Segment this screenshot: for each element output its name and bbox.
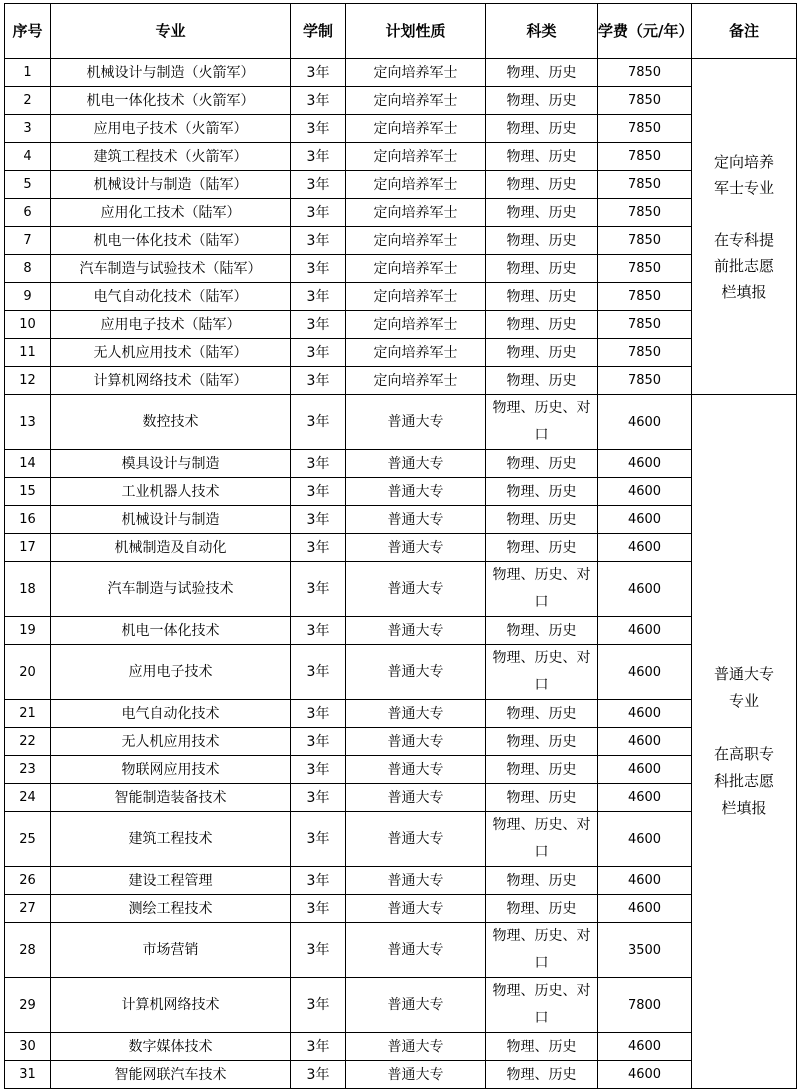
cell-fee: 7850 [598, 227, 692, 255]
header-seq: 序号 [5, 4, 51, 59]
table-row [5, 923, 797, 978]
table-row [5, 395, 797, 450]
table-row [5, 895, 797, 923]
cell-fee: 4600 [598, 728, 692, 756]
cell-fee: 4600 [598, 1033, 692, 1061]
remark-gap [692, 201, 796, 227]
cell-years: 3年 [291, 59, 346, 87]
cell-subject: 物理、历史 [486, 756, 598, 784]
cell-major: 机械设计与制造（陆军） [51, 171, 291, 199]
cell-plan: 定向培养军士 [346, 115, 486, 143]
cell-major: 应用电子技术（火箭军） [51, 115, 291, 143]
cell-fee: 3500 [598, 923, 692, 978]
header-fee: 学费（元/年） [598, 4, 692, 59]
cell-fee: 4600 [598, 812, 692, 867]
cell-fee: 7850 [598, 367, 692, 395]
cell-plan: 普通大专 [346, 1061, 486, 1089]
cell-plan: 普通大专 [346, 923, 486, 978]
cell-fee: 4600 [598, 645, 692, 700]
cell-fee: 7850 [598, 199, 692, 227]
cell-remark [692, 59, 797, 395]
cell-plan: 定向培养军士 [346, 199, 486, 227]
cell-years: 3年 [291, 617, 346, 645]
cell-years: 3年 [291, 199, 346, 227]
cell-plan: 普通大专 [346, 645, 486, 700]
cell-plan: 定向培养军士 [346, 171, 486, 199]
cell-seq: 3 [5, 115, 51, 143]
cell-major: 应用化工技术（陆军） [51, 199, 291, 227]
cell-plan: 普通大专 [346, 812, 486, 867]
cell-major: 机械设计与制造（火箭军） [51, 59, 291, 87]
cell-subject: 物理、历史、对口 [486, 562, 598, 617]
cell-major: 建设工程管理 [51, 867, 291, 895]
cell-fee: 4600 [598, 534, 692, 562]
table-row [5, 450, 797, 478]
remark-line: 定向培养 [713, 152, 774, 171]
cell-seq: 26 [5, 867, 51, 895]
table-row [5, 645, 797, 700]
cell-years: 3年 [291, 311, 346, 339]
cell-plan: 定向培养军士 [346, 311, 486, 339]
cell-remark [692, 395, 797, 1089]
cell-fee: 7850 [598, 59, 692, 87]
cell-subject: 物理、历史 [486, 311, 598, 339]
cell-years: 3年 [291, 506, 346, 534]
cell-major: 机电一体化技术（陆军） [51, 227, 291, 255]
cell-fee: 7850 [598, 115, 692, 143]
cell-seq: 25 [5, 812, 51, 867]
table-row [5, 506, 797, 534]
remark-line: 栏填报 [721, 799, 767, 817]
cell-years: 3年 [291, 367, 346, 395]
cell-fee: 7850 [598, 87, 692, 115]
remark-line: 栏填报 [721, 282, 767, 301]
cell-plan: 定向培养军士 [346, 339, 486, 367]
table-row [5, 812, 797, 867]
cell-plan: 普通大专 [346, 895, 486, 923]
cell-seq: 22 [5, 728, 51, 756]
cell-plan: 普通大专 [346, 728, 486, 756]
cell-years: 3年 [291, 87, 346, 115]
cell-fee: 4600 [598, 895, 692, 923]
table-row [5, 311, 797, 339]
cell-fee: 7800 [598, 978, 692, 1033]
cell-major: 无人机应用技术（陆军） [51, 339, 291, 367]
remark-gap [692, 715, 796, 741]
cell-subject: 物理、历史 [486, 1061, 598, 1089]
cell-fee: 4600 [598, 756, 692, 784]
cell-seq: 15 [5, 478, 51, 506]
cell-plan: 普通大专 [346, 506, 486, 534]
remark-line: 专业 [728, 692, 759, 710]
cell-years: 3年 [291, 339, 346, 367]
table-row [5, 784, 797, 812]
cell-plan: 定向培养军士 [346, 367, 486, 395]
table-row [5, 867, 797, 895]
cell-major: 建筑工程技术 [51, 812, 291, 867]
cell-years: 3年 [291, 478, 346, 506]
cell-fee: 7850 [598, 255, 692, 283]
cell-subject: 物理、历史 [486, 534, 598, 562]
cell-subject: 物理、历史 [486, 367, 598, 395]
cell-years: 3年 [291, 756, 346, 784]
table-row [5, 171, 797, 199]
cell-major: 建筑工程技术（火箭军） [51, 143, 291, 171]
header-remark: 备注 [692, 4, 797, 59]
cell-years: 3年 [291, 534, 346, 562]
cell-seq: 6 [5, 199, 51, 227]
table-row [5, 115, 797, 143]
cell-years: 3年 [291, 143, 346, 171]
cell-major: 机械制造及自动化 [51, 534, 291, 562]
cell-plan: 普通大专 [346, 450, 486, 478]
cell-major: 应用电子技术 [51, 645, 291, 700]
cell-years: 3年 [291, 895, 346, 923]
cell-years: 3年 [291, 395, 346, 450]
cell-seq: 19 [5, 617, 51, 645]
cell-plan: 普通大专 [346, 562, 486, 617]
cell-seq: 11 [5, 339, 51, 367]
cell-seq: 21 [5, 700, 51, 728]
cell-seq: 20 [5, 645, 51, 700]
cell-years: 3年 [291, 645, 346, 700]
remark-line: 在专科提 [713, 230, 774, 249]
cell-plan: 定向培养军士 [346, 143, 486, 171]
cell-major: 工业机器人技术 [51, 478, 291, 506]
cell-major: 模具设计与制造 [51, 450, 291, 478]
table-row [5, 756, 797, 784]
cell-years: 3年 [291, 700, 346, 728]
cell-subject: 物理、历史 [486, 450, 598, 478]
cell-seq: 18 [5, 562, 51, 617]
table-row [5, 617, 797, 645]
cell-seq: 28 [5, 923, 51, 978]
cell-seq: 7 [5, 227, 51, 255]
cell-fee: 4600 [598, 1061, 692, 1089]
cell-major: 市场营销 [51, 923, 291, 978]
cell-major: 无人机应用技术 [51, 728, 291, 756]
cell-seq: 13 [5, 395, 51, 450]
header-plan: 计划性质 [346, 4, 486, 59]
remark-line: 普通大专 [713, 665, 774, 683]
cell-plan: 定向培养军士 [346, 283, 486, 311]
cell-seq: 4 [5, 143, 51, 171]
cell-subject: 物理、历史 [486, 59, 598, 87]
cell-years: 3年 [291, 255, 346, 283]
cell-fee: 7850 [598, 339, 692, 367]
cell-years: 3年 [291, 978, 346, 1033]
cell-years: 3年 [291, 283, 346, 311]
table-row [5, 255, 797, 283]
cell-subject: 物理、历史 [486, 617, 598, 645]
cell-subject: 物理、历史 [486, 227, 598, 255]
cell-subject: 物理、历史 [486, 478, 598, 506]
cell-major: 数控技术 [51, 395, 291, 450]
cell-major: 测绘工程技术 [51, 895, 291, 923]
cell-subject: 物理、历史 [486, 255, 598, 283]
cell-major: 物联网应用技术 [51, 756, 291, 784]
cell-major: 汽车制造与试验技术（陆军） [51, 255, 291, 283]
cell-fee: 4600 [598, 562, 692, 617]
table-row [5, 534, 797, 562]
cell-subject: 物理、历史、对口 [486, 923, 598, 978]
cell-subject: 物理、历史 [486, 87, 598, 115]
cell-subject: 物理、历史 [486, 171, 598, 199]
cell-seq: 10 [5, 311, 51, 339]
cell-major: 数字媒体技术 [51, 1033, 291, 1061]
table-row [5, 700, 797, 728]
cell-years: 3年 [291, 728, 346, 756]
table-row [5, 227, 797, 255]
cell-subject: 物理、历史 [486, 339, 598, 367]
remark-line: 在高职专 [713, 745, 774, 763]
cell-plan: 普通大专 [346, 1033, 486, 1061]
cell-subject: 物理、历史 [486, 1033, 598, 1061]
cell-subject: 物理、历史 [486, 867, 598, 895]
cell-years: 3年 [291, 1033, 346, 1061]
cell-seq: 5 [5, 171, 51, 199]
admission-table [4, 3, 797, 1089]
cell-subject: 物理、历史 [486, 199, 598, 227]
table-row [5, 562, 797, 617]
cell-years: 3年 [291, 115, 346, 143]
cell-major: 汽车制造与试验技术 [51, 562, 291, 617]
cell-subject: 物理、历史 [486, 283, 598, 311]
cell-plan: 普通大专 [346, 534, 486, 562]
cell-subject: 物理、历史 [486, 700, 598, 728]
table-row [5, 59, 797, 87]
cell-seq: 14 [5, 450, 51, 478]
table-row [5, 143, 797, 171]
cell-subject: 物理、历史 [486, 143, 598, 171]
cell-seq: 17 [5, 534, 51, 562]
cell-seq: 27 [5, 895, 51, 923]
cell-subject: 物理、历史 [486, 728, 598, 756]
cell-years: 3年 [291, 450, 346, 478]
cell-fee: 7850 [598, 143, 692, 171]
table-row [5, 283, 797, 311]
cell-seq: 29 [5, 978, 51, 1033]
cell-major: 机电一体化技术（火箭军） [51, 87, 291, 115]
cell-seq: 2 [5, 87, 51, 115]
cell-plan: 定向培养军士 [346, 227, 486, 255]
cell-seq: 31 [5, 1061, 51, 1089]
cell-years: 3年 [291, 562, 346, 617]
table-row [5, 367, 797, 395]
header-years: 学制 [291, 4, 346, 59]
cell-years: 3年 [291, 227, 346, 255]
cell-subject: 物理、历史、对口 [486, 978, 598, 1033]
header-row [5, 4, 797, 59]
cell-seq: 8 [5, 255, 51, 283]
table-row [5, 978, 797, 1033]
cell-fee: 7850 [598, 171, 692, 199]
remark-line: 科批志愿 [713, 772, 774, 790]
cell-major: 计算机网络技术 [51, 978, 291, 1033]
cell-subject: 物理、历史、对口 [486, 395, 598, 450]
cell-fee: 4600 [598, 395, 692, 450]
cell-plan: 定向培养军士 [346, 59, 486, 87]
cell-years: 3年 [291, 784, 346, 812]
cell-fee: 4600 [598, 506, 692, 534]
header-major: 专业 [51, 4, 291, 59]
cell-years: 3年 [291, 171, 346, 199]
cell-seq: 16 [5, 506, 51, 534]
cell-plan: 普通大专 [346, 784, 486, 812]
table-row [5, 728, 797, 756]
cell-subject: 物理、历史 [486, 506, 598, 534]
cell-seq: 12 [5, 367, 51, 395]
table-row [5, 1033, 797, 1061]
table-row [5, 1061, 797, 1089]
cell-plan: 普通大专 [346, 700, 486, 728]
cell-plan: 定向培养军士 [346, 255, 486, 283]
cell-major: 智能网联汽车技术 [51, 1061, 291, 1089]
header-subject: 科类 [486, 4, 598, 59]
cell-plan: 普通大专 [346, 978, 486, 1033]
table-row [5, 478, 797, 506]
cell-subject: 物理、历史 [486, 784, 598, 812]
cell-fee: 4600 [598, 478, 692, 506]
table-row [5, 339, 797, 367]
table-body [5, 59, 797, 1089]
remark-line: 前批志愿 [713, 256, 774, 275]
cell-plan: 普通大专 [346, 756, 486, 784]
cell-fee: 4600 [598, 700, 692, 728]
cell-major: 智能制造装备技术 [51, 784, 291, 812]
remark-line: 军士专业 [713, 178, 774, 197]
cell-major: 电气自动化技术 [51, 700, 291, 728]
cell-plan: 普通大专 [346, 867, 486, 895]
cell-fee: 4600 [598, 617, 692, 645]
cell-years: 3年 [291, 812, 346, 867]
cell-plan: 普通大专 [346, 478, 486, 506]
cell-subject: 物理、历史、对口 [486, 812, 598, 867]
cell-years: 3年 [291, 923, 346, 978]
cell-plan: 定向培养军士 [346, 87, 486, 115]
cell-subject: 物理、历史、对口 [486, 645, 598, 700]
cell-seq: 30 [5, 1033, 51, 1061]
table-row [5, 87, 797, 115]
cell-plan: 普通大专 [346, 395, 486, 450]
cell-major: 应用电子技术（陆军） [51, 311, 291, 339]
table-row [5, 199, 797, 227]
cell-seq: 9 [5, 283, 51, 311]
cell-years: 3年 [291, 1061, 346, 1089]
cell-subject: 物理、历史 [486, 115, 598, 143]
cell-fee: 7850 [598, 283, 692, 311]
cell-major: 电气自动化技术（陆军） [51, 283, 291, 311]
cell-fee: 4600 [598, 784, 692, 812]
cell-seq: 23 [5, 756, 51, 784]
cell-fee: 4600 [598, 867, 692, 895]
cell-seq: 24 [5, 784, 51, 812]
cell-subject: 物理、历史 [486, 895, 598, 923]
cell-major: 机电一体化技术 [51, 617, 291, 645]
cell-plan: 普通大专 [346, 617, 486, 645]
cell-major: 计算机网络技术（陆军） [51, 367, 291, 395]
cell-years: 3年 [291, 867, 346, 895]
cell-seq: 1 [5, 59, 51, 87]
cell-major: 机械设计与制造 [51, 506, 291, 534]
cell-fee: 4600 [598, 450, 692, 478]
cell-fee: 7850 [598, 311, 692, 339]
